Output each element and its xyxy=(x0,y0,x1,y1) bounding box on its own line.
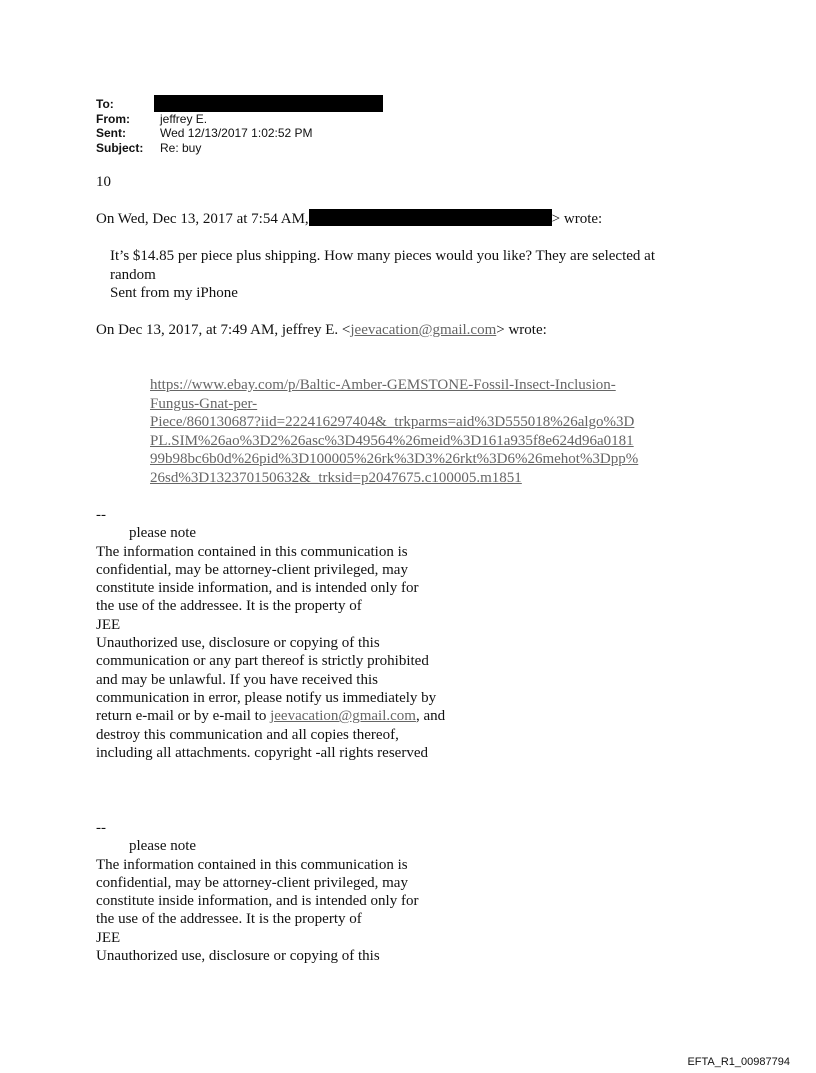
sig-email-prefix: return e-mail or by e-mail to xyxy=(96,708,271,725)
sig-line: the use of the addressee. It is the property of xyxy=(96,911,362,928)
sig-line: Unauthorized use, disclosure or copying of this xyxy=(96,948,380,965)
quote2-email-link[interactable]: jeevacation@gmail.com xyxy=(350,322,497,338)
sig-email-line xyxy=(96,707,476,725)
subject-row xyxy=(96,141,383,156)
quote1-body xyxy=(110,247,655,303)
to-redaction xyxy=(154,95,383,112)
sig-line: communication or any part thereof is strictly prohibited xyxy=(96,653,429,670)
sig-line: The information contained in this communication is xyxy=(96,543,408,560)
sig-email-suffix: , and xyxy=(415,708,446,725)
from-label: From: xyxy=(96,111,130,126)
subject-value: Re: buy xyxy=(160,140,202,155)
from-value: jeffrey E. xyxy=(160,111,208,126)
quote1-intro xyxy=(96,209,602,229)
to-row xyxy=(96,97,383,112)
sig-note: please note xyxy=(129,525,197,542)
quote1-line: Sent from my iPhone xyxy=(110,285,238,301)
sig-line: JEE xyxy=(96,616,121,633)
url-line: 99b98bc6b0d%26pid%3D100005%26rk%3D3%26rkt%3D6%26mehot%3Dpp% xyxy=(150,451,639,467)
quote1-line: random xyxy=(110,266,156,283)
sent-row xyxy=(96,126,383,141)
to-label: To: xyxy=(96,97,114,111)
url-line: Piece/860130687?iid=222416297404&_trkparms=aid%3D555018%26algo%3D xyxy=(150,414,635,430)
sig-separator: -- xyxy=(96,507,106,523)
document-id: EFTA_R1_00987794 xyxy=(687,1056,790,1068)
signature-block-2 xyxy=(96,819,476,965)
quote2-suffix: > wrote: xyxy=(496,322,547,338)
sig-line: constitute inside information, and is intended only for xyxy=(96,580,419,597)
sig-note: please note xyxy=(129,838,197,855)
sig-line: communication in error, please notify us immediately by xyxy=(96,689,437,706)
url-line: Fungus-Gnat-per- xyxy=(150,395,258,412)
ebay-url-link[interactable] xyxy=(150,376,690,487)
sig-separator: -- xyxy=(96,820,106,836)
quote2-prefix: On Dec 13, 2017, at 7:49 AM, jeffrey E. < xyxy=(96,322,351,338)
url-line: https://www.ebay.com/p/Baltic-Amber-GEMSTONE-Fossil-Insect-Inclusion- xyxy=(150,377,616,393)
url-line: 26sd%3D132370150632&_trksid=p2047675.c100005.m1851 xyxy=(150,469,522,486)
quote2-intro xyxy=(96,321,547,340)
sig-line: confidential, may be attorney-client privileged, may xyxy=(96,874,408,891)
sig-line: The information contained in this communication is xyxy=(96,856,408,873)
subject-label: Subject: xyxy=(96,140,144,155)
sig-line: including all attachments. copyright -all rights reserved xyxy=(96,744,428,761)
email-header xyxy=(96,97,383,155)
sent-label: Sent: xyxy=(96,126,126,140)
reply-text: 10 xyxy=(96,174,111,190)
sig-email-link[interactable]: jeevacation@gmail.com xyxy=(270,708,416,725)
quote1-prefix: On Wed, Dec 13, 2017 at 7:54 AM, xyxy=(96,211,309,227)
url-line: PL.SIM%26ao%3D2%26asc%3D49564%26meid%3D161a935f8e624d96a0181 xyxy=(150,432,634,449)
signature-block-1 xyxy=(96,506,476,762)
sig-line: destroy this communication and all copies thereof, xyxy=(96,726,399,743)
quote1-line: It’s $14.85 per piece plus shipping. How many pieces would you like? They are selected at xyxy=(110,248,655,264)
sig-line: and may be unlawful. If you have received this xyxy=(96,671,378,688)
sig-line: Unauthorized use, disclosure or copying of this xyxy=(96,635,380,652)
quote1-redaction xyxy=(309,209,552,226)
quote1-suffix: > wrote: xyxy=(551,211,603,227)
sig-line: JEE xyxy=(96,929,121,946)
sent-value: Wed 12/13/2017 1:02:52 PM xyxy=(160,126,313,140)
sig-line: the use of the addressee. It is the property of xyxy=(96,598,362,615)
from-row xyxy=(96,112,383,127)
sig-line: constitute inside information, and is intended only for xyxy=(96,893,419,910)
sig-line: confidential, may be attorney-client privileged, may xyxy=(96,561,408,578)
